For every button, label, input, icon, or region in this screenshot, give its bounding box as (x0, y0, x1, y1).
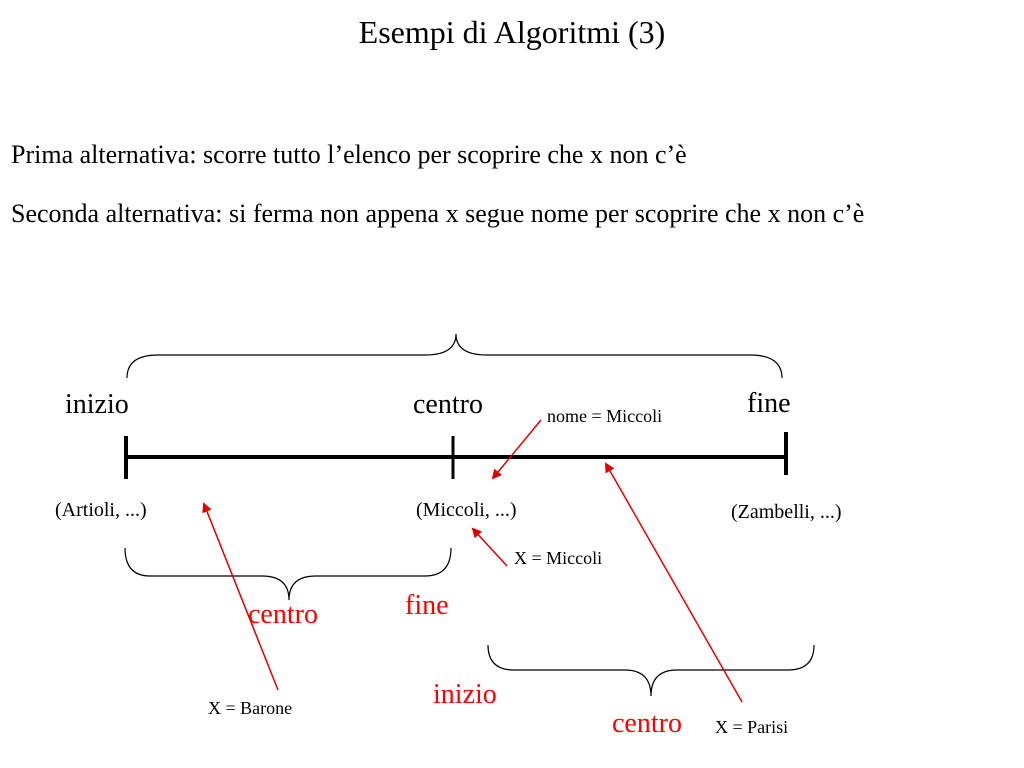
first-alternative-text: Prima alternativa: scorre tutto l’elenco per scoprire che x non c’è (11, 140, 687, 169)
top-brace (127, 334, 782, 378)
lower-left-brace (125, 548, 451, 600)
label-fine: fine (747, 388, 791, 419)
lower-right-brace (488, 645, 814, 696)
lower-centro-right: centro (612, 708, 682, 739)
lower-fine-left: fine (405, 590, 449, 621)
arrow-nome-to-centro (493, 420, 541, 478)
x-miccoli-label: X = Miccoli (514, 548, 603, 568)
label-nome: nome = Miccoli (547, 406, 663, 426)
lower-centro-left: centro (248, 599, 318, 630)
x-barone-label: X = Barone (208, 698, 293, 718)
entry-artioli: (Artioli, ...) (55, 499, 147, 521)
arrow-x-parisi (606, 464, 742, 702)
label-inizio: inizio (65, 389, 129, 420)
x-parisi-label: X = Parisi (715, 717, 789, 737)
entry-zambelli: (Zambelli, ...) (731, 501, 842, 523)
arrow-x-barone (204, 504, 278, 690)
label-centro: centro (413, 389, 483, 420)
arrow-x-miccoli (473, 529, 507, 566)
second-alternative-text: Seconda alternativa: si ferma non appena x segue nome per scoprire che x non c’è (11, 199, 865, 228)
entry-miccoli: (Miccoli, ...) (416, 499, 517, 521)
lower-inizio-right: inizio (433, 679, 497, 710)
slide-title: Esempi di Algoritmi (3) (358, 14, 666, 50)
